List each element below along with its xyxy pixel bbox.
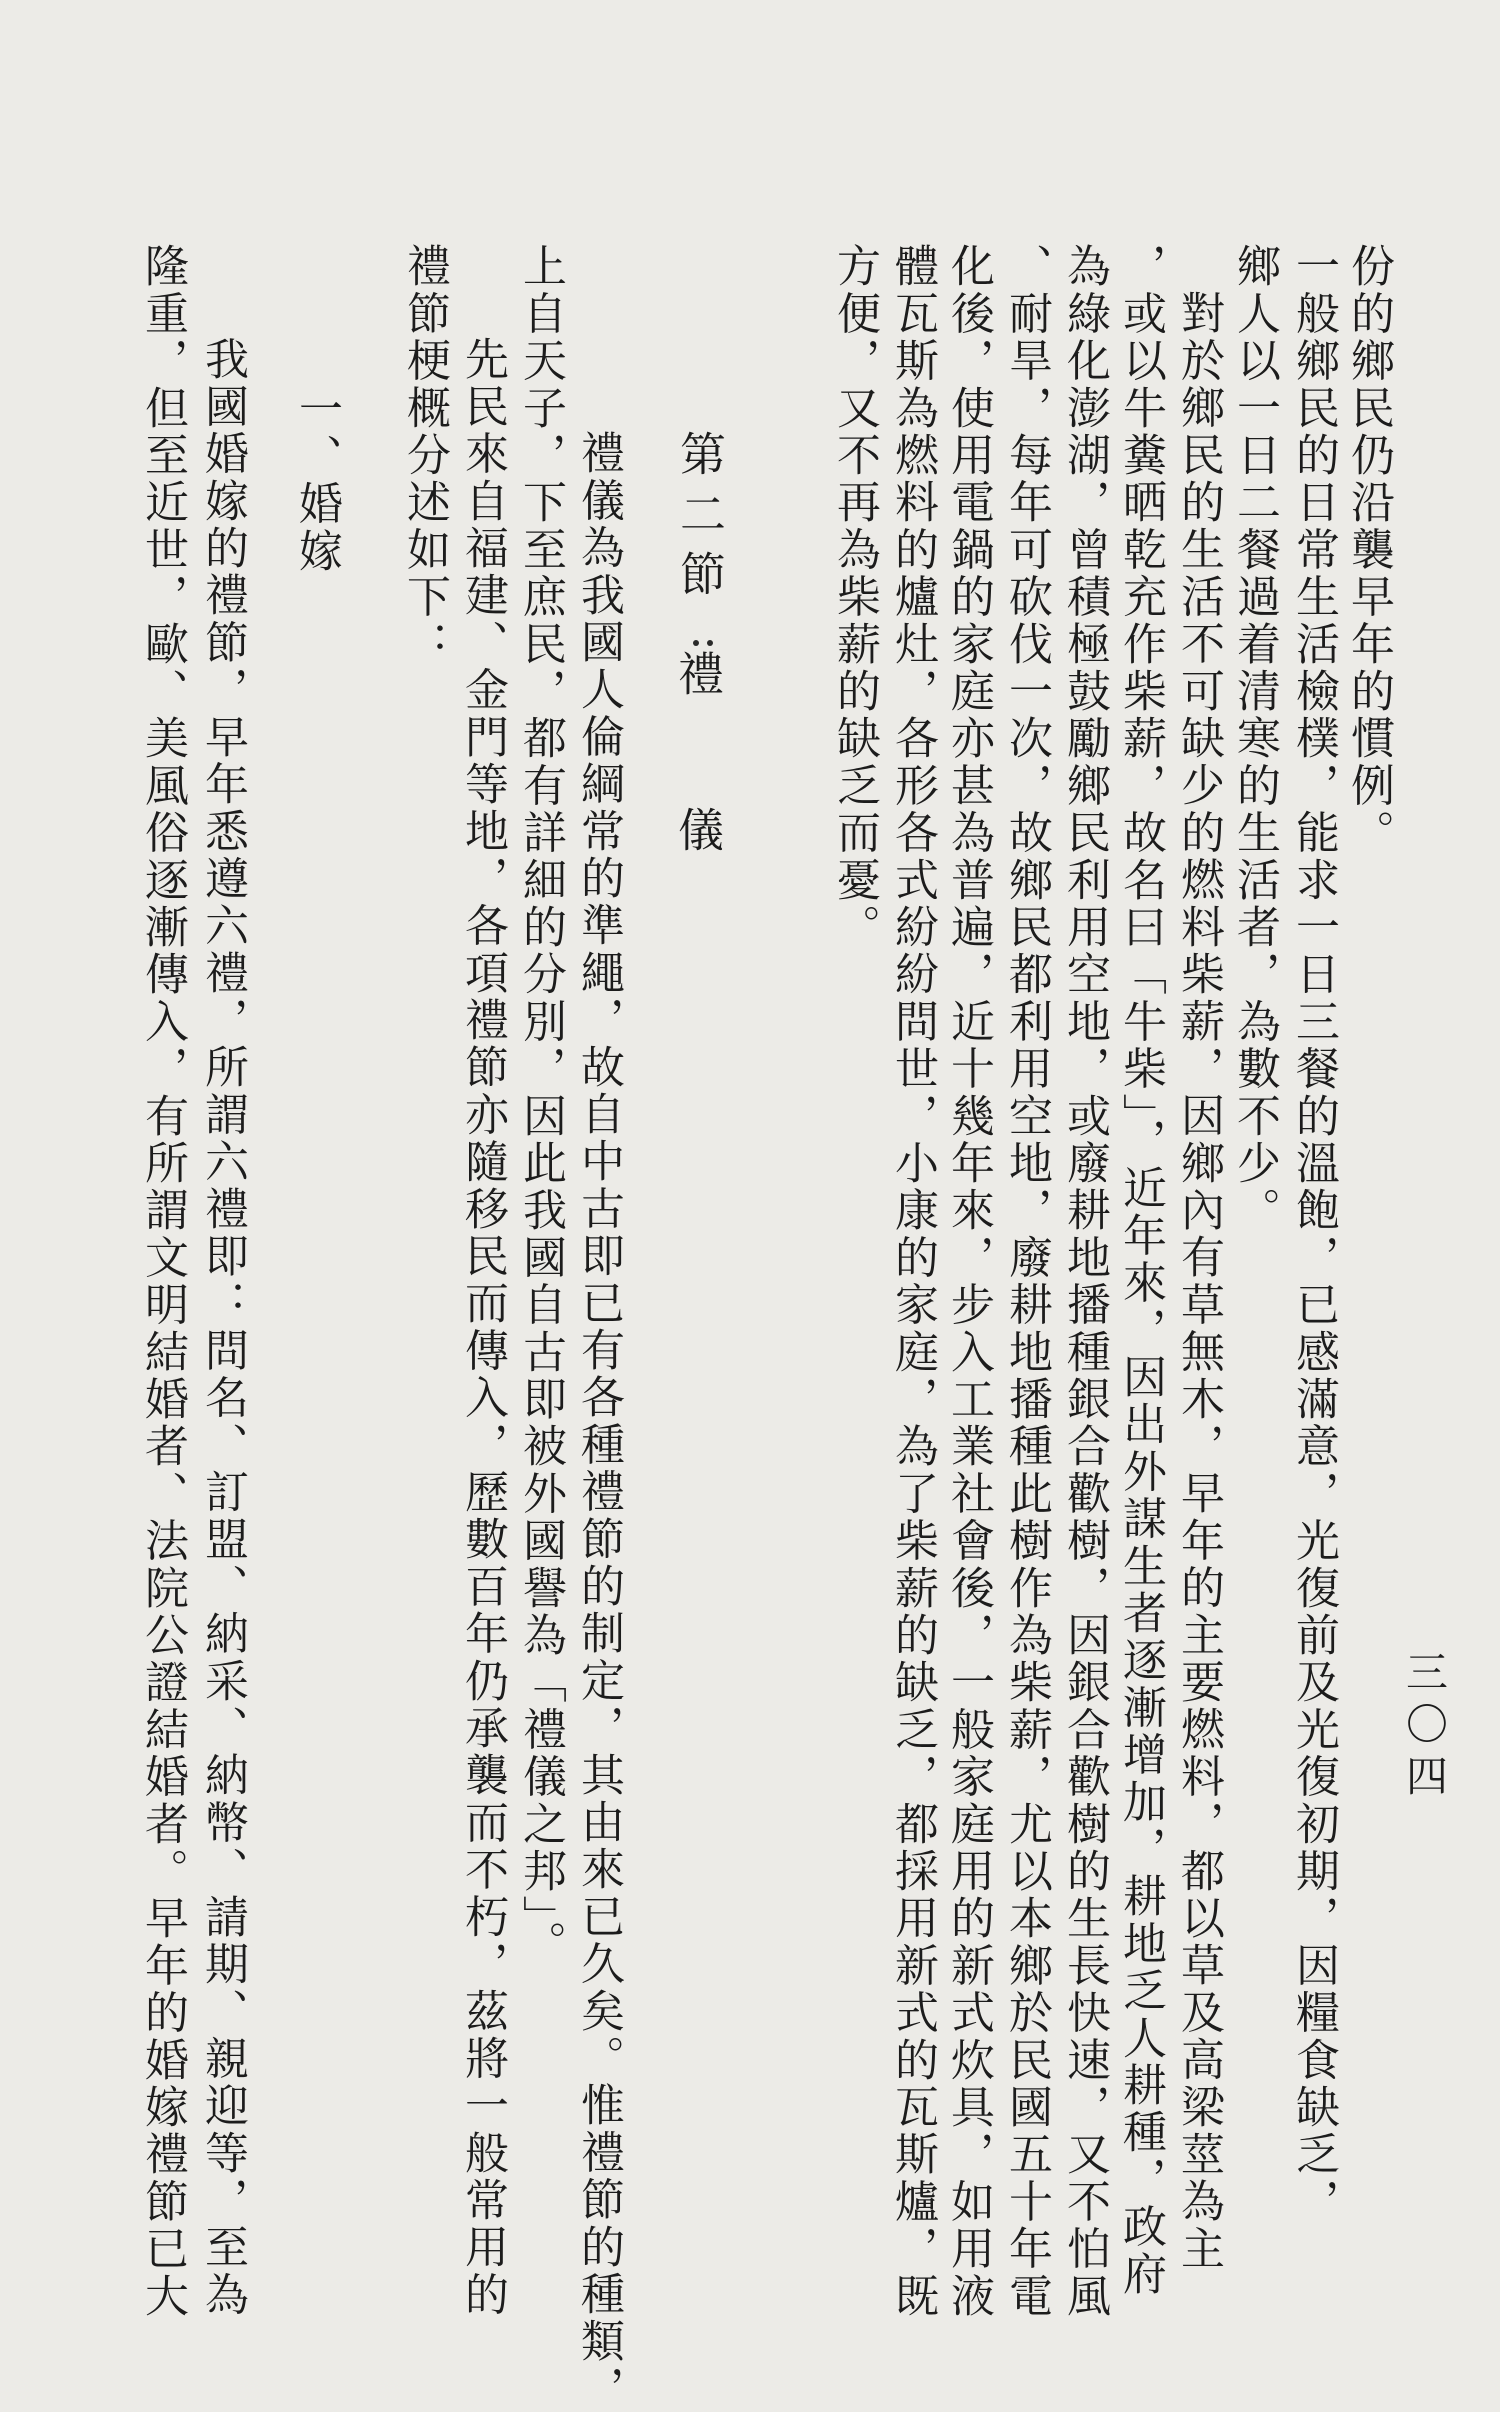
text-line-3: 鄉人以一日二餐過着清寒的生活者，為數不少。 (1229, 243, 1280, 1235)
subsection-line-2: 隆重，但至近世，歐、美風俗逐漸傳入，有所謂文明結婚者、法院公證結婚者。早年的婚嫁禮節已大 (137, 243, 188, 2320)
subsection-line-1: 我國婚嫁的禮節，早年悉遵六禮，所謂六禮即：問名、訂盟、納采、納幣、請期、親迎等，至為 (197, 336, 248, 2319)
subsection-heading: 一、婚嫁 (291, 386, 342, 575)
text-line-5: ，或以牛糞晒乾充作柴薪，故名曰「牛柴」，近年來，因出外謀生者逐漸增加，耕地乏人耕種，政府 (1115, 243, 1166, 2298)
text-line-2: 一般鄉民的日常生活檢樸，能求一日三餐的溫飽，已感滿意，光復前及光復初期，因糧食缺乏， (1288, 243, 1339, 2226)
section-line-2: 上自天子，下至庶民，都有詳細的分別，因此我國自古即被外國譽為「禮儀之邦」。 (515, 243, 566, 1968)
section-heading-title: 禮儀 (671, 650, 725, 962)
text-line-1: 份的鄉民仍沿襲早年的慣例。 (1343, 243, 1394, 857)
page-number: 三〇四 (1400, 1650, 1449, 1806)
heading-colon-dot (707, 640, 713, 646)
heading-colon-dot (693, 640, 699, 646)
text-line-10: 方便，又不再為柴薪的缺乏而憂。 (829, 243, 880, 951)
text-line-4: 對於鄉民的生活不可缺少的燃料柴薪，因鄉內有草無木，早年的主要燃料，都以草及高梁莖為主 (1173, 290, 1224, 2273)
section-line-4: 禮節梗概分述如下： (399, 243, 450, 668)
section-line-1: 禮儀為我國人倫綱常的準繩，故自中古即已有各種禮節的制定，其由來已久矣。惟禮節的種類， (573, 430, 624, 2412)
section-line-3: 先民來自福建、金門等地，各項禮節亦隨移民而傳入，歷數百年仍承襲而不朽，茲將一般常用的 (457, 336, 508, 2319)
text-line-7: 、耐旱，每年可砍伐一次，故鄉民都利用空地，廢耕地播種此樹作為柴薪，尤以本鄉於民國五十年電 (1001, 243, 1052, 2320)
text-line-9: 體瓦斯為燃料的爐灶，各形各式紛紛問世，小康的家庭，為了柴薪的缺乏，都採用新式的瓦斯爐，既 (887, 243, 938, 2320)
text-line-8: 化後，使用電鍋的家庭亦甚為普遍，近十幾年來，步入工業社會後，一般家庭用的新式炊具，如用液 (943, 243, 994, 2320)
text-line-6: 為綠化澎湖，曾積極鼓勵鄉民利用空地，或廢耕地播種銀合歡樹，因銀合歡樹的生長快速，又不怕風 (1059, 243, 1110, 2320)
section-heading-number: 第二節 (673, 430, 727, 610)
